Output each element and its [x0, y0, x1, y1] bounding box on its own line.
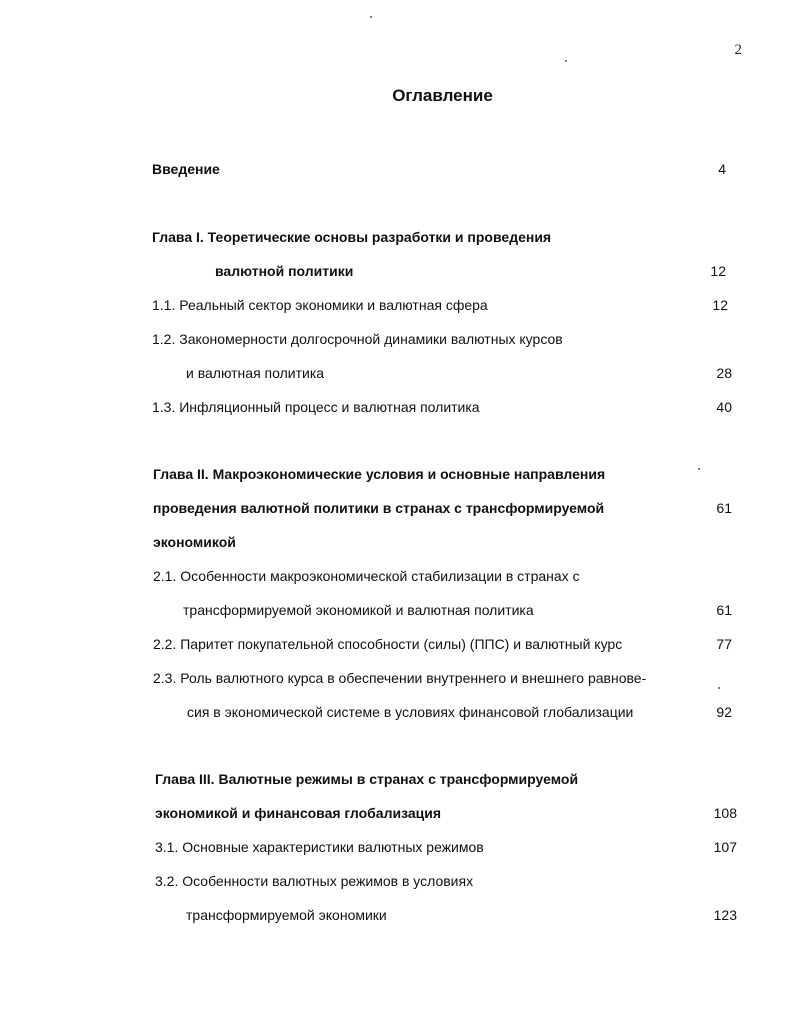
toc-ch3-s2-page: 123 [713, 907, 737, 923]
toc-ch2-s1-line2: трансформируемой экономикой и валютная политика [183, 602, 534, 618]
toc-ch3-title-line2: экономикой и финансовая глобализация [155, 805, 442, 821]
toc-ch3-s2-line1: 3.2. Особенности валютных режимов в условиях [155, 873, 474, 889]
toc-ch3-s1-label: 3.1. Основные характеристики валютных режимов [155, 839, 484, 855]
toc-ch1-s2-line2: и валютная политика [186, 365, 325, 381]
toc-intro-label: Введение [152, 161, 220, 177]
toc-ch1-title-line2: валютной политики [215, 263, 354, 279]
toc-ch1-page: 12 [710, 263, 726, 279]
scan-speck [370, 16, 372, 18]
toc-ch2-s3-line2: сия в экономической системе в условиях финансовой глобализации [187, 704, 634, 720]
toc-ch2-title-line3: экономикой [153, 534, 236, 550]
toc-intro-page: 4 [718, 161, 726, 177]
toc-ch1-title-line1: Глава I. Теоретические основы разработки и проведения [152, 229, 552, 245]
toc-ch2-title-line2: проведения валютной политики в странах с трансформируемой [153, 500, 605, 516]
toc-ch1-s3-page: 40 [716, 399, 732, 415]
toc-ch2-s1-line1: 2.1. Особенности макроэкономической стабилизации в странах с [153, 568, 580, 584]
toc-ch2-s2-page: 77 [716, 636, 732, 652]
toc-ch1-s1-page: 12 [712, 297, 728, 313]
page-number: 2 [734, 42, 742, 58]
toc-ch1-s1-label: 1.1. Реальный сектор экономики и валютная сфера [152, 297, 488, 313]
scan-speck [565, 60, 567, 62]
toc-ch3-title-line1: Глава III. Валютные режимы в странах с трансформируемой [155, 771, 579, 787]
toc-ch1-s2-page: 28 [716, 365, 732, 381]
toc-ch2-s3-line1: 2.3. Роль валютного курса в обеспечении внутреннего и внешнего равнове- [153, 670, 647, 686]
toc-ch1-s2-line1: 1.2. Закономерности долгосрочной динамики валютных курсов [152, 331, 563, 347]
toc-ch3-page: 108 [713, 805, 737, 821]
scan-speck [718, 687, 720, 689]
page-title: Оглавление [392, 86, 493, 105]
toc-ch3-s2-line2: трансформируемой экономики [186, 907, 387, 923]
scan-speck [698, 468, 700, 470]
toc-ch2-s2-label: 2.2. Паритет покупательной способности (силы) (ППС) и валютный курс [153, 636, 623, 652]
toc-ch2-page: 61 [716, 500, 732, 516]
toc-ch3-s1-page: 107 [713, 839, 737, 855]
toc-ch1-s3-label: 1.3. Инфляционный процесс и валютная политика [152, 399, 480, 415]
toc-ch2-s1-page: 61 [716, 602, 732, 618]
toc-ch2-s3-page: 92 [716, 704, 732, 720]
toc-ch2-title-line1: Глава II. Макроэкономические условия и основные направления [153, 466, 606, 482]
